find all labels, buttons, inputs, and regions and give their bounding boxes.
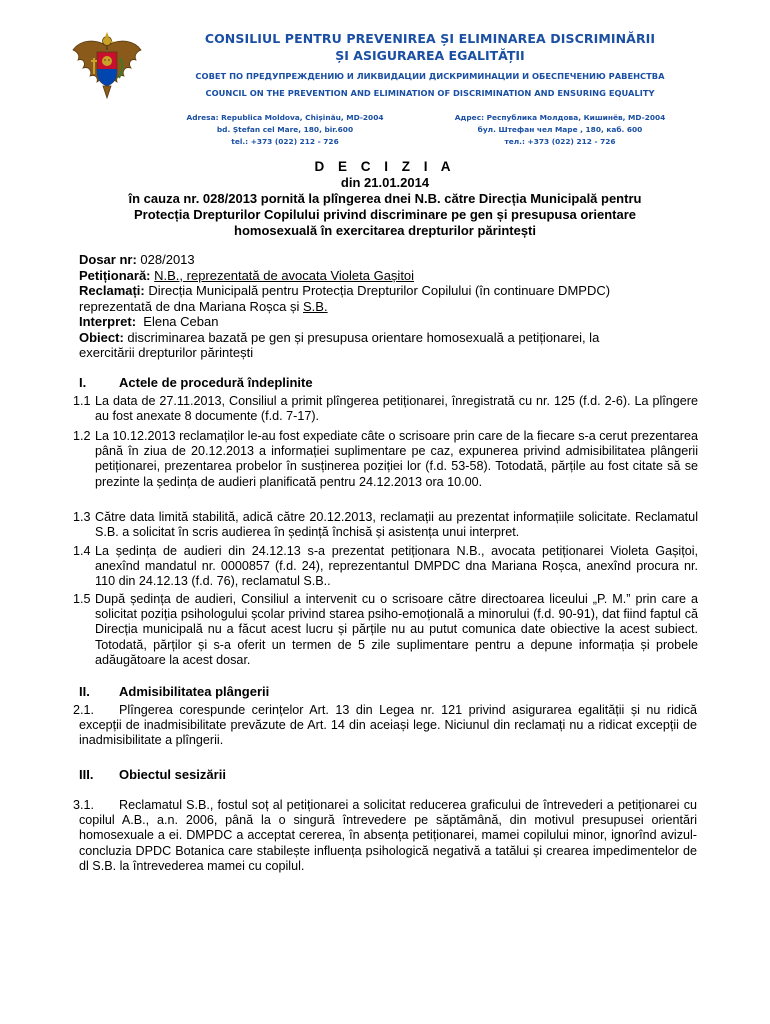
item-number: 1.1 [73, 394, 91, 408]
council-name-ru: СОВЕТ ПО ПРЕДУПРЕЖДЕНИЮ И ЛИКВИДАЦИИ ДИСКРИМИНАЦИИ И ОБЕСПЕЧЕНИЮ РАВЕНСТВА [195, 71, 665, 81]
item-text: La data de 27.11.2013, Consiliul a primit plîngerea petiționarei, înregistrată cu nr. 125 (f.d. 2-6). La plîngere au fost anexate 8 documente (f.d. 7-17). [95, 394, 698, 424]
address-ru-line: бул. Штефан чел Маре , 180, каб. 600 [477, 125, 643, 134]
item-text: Plîngerea corespunde cerințelor Art. 13 din Legea nr. 121 privind asigurarea egalității și nu ridică excepții de inadmisibilitate prevăzute de Art. 14 din aceiași lege. Niciunul din reclamați nu a ridicat excepții de inadmisibilitate a plîngerii. [79, 703, 697, 748]
reclamati-row-cont [79, 299, 719, 315]
item-text: Reclamatul S.B., fostul soț al petiționarei a solicitat reducerea graficului de întrevederi a petiționarei cu copilul A.B., a.n. 2006, până la o singură întrevedere pe săptămână, din motivul presupusei orientări homosexuale a ei. DMPDC a acceptat cererea, în absența petiționarei, mamei copilului minor, ignorînd avizul-concluzia DPDC Botanica care stabilește influența psihologică negativă a tatălui și crearea impedimentelor de dl S.B. la întrevederea mamei cu copilul. [79, 798, 697, 873]
section-heading-2 [79, 684, 269, 699]
reclamati-value: Direcția Municipală pentru Protecția Drepturilor Copilului (în continuare DMPDC) [144, 283, 611, 298]
obiect-row [79, 330, 719, 346]
section-heading-1 [79, 375, 313, 390]
list-item [73, 510, 698, 540]
item-number: 1.3 [73, 510, 91, 524]
item-text: După ședința de audieri, Consiliul a intervenit cu o scrisoare către directoarea liceului „P. M.” prin care a solicitat poziția psihologului școlar privind starea psiho-emoțională a minorului (f.d. 90-91), dat fiind faptul că Direcția municipală nu a făcut acest lucru și părțile nu au putut comunica date obiective la acest subiect. Totodată, părților și s-a oferit un termen de 5 zile suplimentare pentru a depune informația și probele adăugătoare la acest dosar. [95, 592, 698, 667]
section-heading-3 [79, 767, 226, 782]
list-item [73, 592, 698, 668]
dosar-value: 028/2013 [136, 252, 195, 267]
dosar-row [79, 252, 719, 268]
decision-subject-line: în cauza nr. 028/2013 pornită la plîngerea dnei N.B. către Direcția Municipală pentru [128, 191, 642, 206]
section-number: II. [79, 684, 90, 699]
paragraph-3-1 [73, 798, 697, 874]
item-number: 3.1. [73, 798, 95, 812]
petitionara-row [79, 268, 719, 284]
item-number: 1.2 [73, 429, 91, 443]
reclamati-row [79, 283, 719, 299]
reclamati-value-cont: reprezentată de dna Mariana Roșca și [79, 298, 304, 314]
address-ru [425, 112, 695, 148]
obiect-label: Obiect: [79, 329, 124, 345]
item-number: 1.4 [73, 544, 91, 558]
section-title: Obiectul sesizării [119, 767, 226, 782]
item-number: 1.5 [73, 592, 91, 606]
item-text: Către data limită stabilită, adică către 20.12.2013, reclamații au prezentat informațiile solicitate. Reclamatul S.B. a solicitat în scris audierea în ședință închisă și asistența unui interpret. [95, 510, 698, 540]
obiect-row-cont: exercitării drepturilor părintești [79, 345, 254, 360]
item-text: La 10.12.2013 reclamaților le-au fost expediate câte o scrisoare prin care de la fiecare s-a cerut prezentarea până în ziua de 20.12.2013 a informației suplimentare pe caz, expunerea privind admisibilitatea plângerii petiționarei, prezentarea probelor în susținerea poziției lor (f.d. 53-58). Totodată, părțile au fost citate să se prezinte la ședința de audieri planificată pentru 24.12.2013 ora 10.00. [95, 429, 698, 489]
item-text: La ședința de audieri din 24.12.13 s-a prezentat petiționara N.B., avocata petiționarei Violeta Gașițoi, anexînd mandatul nr. 0000857 (f.d. 24), reprezentantul DMPDC dna Mariana Roșca, anexînd procura nr. 110 din 24.12.13 (f.d. 76), reclamatul S.B.. [95, 544, 698, 589]
address-ro [150, 112, 420, 148]
section-title: Actele de procedură îndeplinite [119, 375, 313, 390]
list-item [73, 544, 698, 590]
section-number: I. [79, 375, 87, 390]
council-name-en: COUNCIL ON THE PREVENTION AND ELIMINATION OF DISCRIMINATION AND ENSURING EQUALITY [205, 88, 655, 98]
council-name-ro-line1: CONSILIUL PENTRU PREVENIREA ȘI ELIMINAREA DISCRIMINĂRII [204, 31, 656, 46]
section-number: III. [79, 767, 94, 782]
dosar-label: Dosar nr: [79, 252, 137, 267]
reclamati-label: Reclamați: [79, 283, 145, 298]
address-ro-line: tel.: +373 (022) 212 - 726 [231, 137, 339, 146]
obiect-value: discriminarea bazată pe gen și presupusa orientare homosexuală a petiționarei, la [123, 329, 600, 345]
address-ru-line: Адрес: Республика Молдова, Кишинёв, MD-2004 [454, 113, 666, 122]
list-item [73, 394, 698, 424]
petitionara-label: Petiționară: [79, 267, 151, 283]
letterhead [0, 0, 770, 150]
reclamati-sb: S.B. [303, 298, 328, 314]
interpret-label: Interpret: [79, 314, 137, 329]
decision-date: din 21.01.2014 [340, 175, 430, 190]
address-ru-line: тел.: +373 (022) 212 - 726 [504, 137, 616, 146]
item-number: 2.1. [73, 703, 95, 717]
interpret-value: Elena Ceban [136, 314, 219, 329]
section-title: Admisibilitatea plângerii [119, 684, 270, 699]
moldova-coat-of-arms-icon [70, 28, 144, 104]
decision-title [70, 159, 700, 239]
address-ro-line: bd. Ștefan cel Mare, 180, bir.600 [216, 125, 354, 134]
interpret-row [79, 314, 719, 330]
decision-subject-line: Protecția Drepturilor Copilului privind discriminare pe gen și presupusa orientare [133, 207, 637, 222]
list-item [73, 429, 698, 490]
petitionara-value: N.B., reprezentată de avocata Violeta Gașitoi [154, 267, 415, 283]
decision-heading: D E C I Z I A [314, 159, 456, 174]
paragraph-2-1 [73, 703, 697, 749]
council-name-ro-line2: ȘI ASIGURAREA EGALITĂȚII [335, 48, 525, 63]
decision-subject-line: homosexuală în exercitarea drepturilor părintești [234, 223, 536, 238]
address-ro-line: Adresa: Republica Moldova, Chișinău, MD-2004 [186, 113, 384, 122]
case-metadata [79, 252, 719, 361]
